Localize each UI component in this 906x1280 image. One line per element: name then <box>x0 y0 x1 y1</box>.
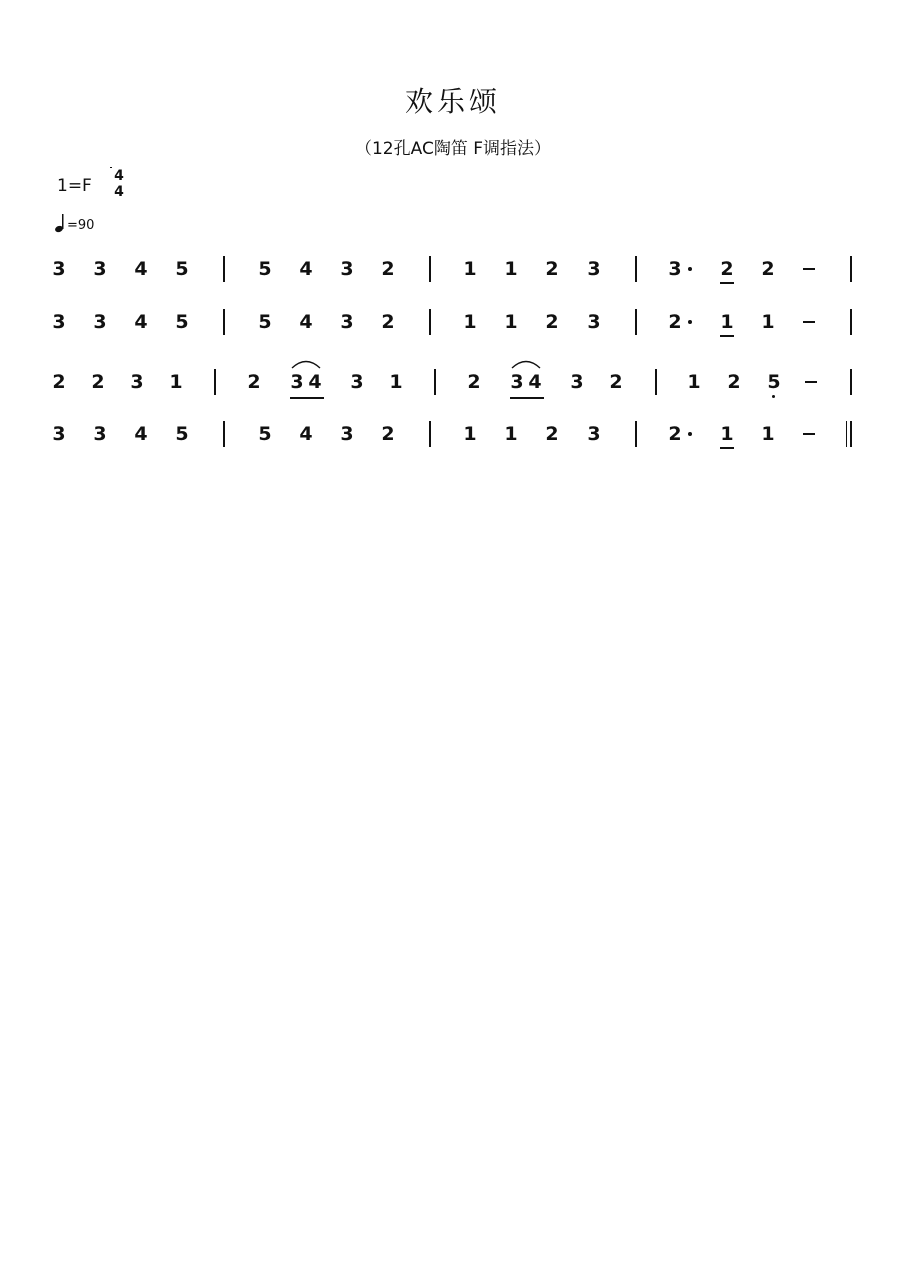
note: 4 <box>134 423 148 445</box>
note: 5 <box>175 258 189 280</box>
note: 1 <box>389 371 403 393</box>
barline <box>850 256 852 282</box>
note: 3 <box>587 423 601 445</box>
note: 3 <box>290 371 304 393</box>
barline <box>429 256 431 282</box>
quarter-note-icon <box>55 213 67 233</box>
note: 2 <box>668 423 682 445</box>
note: 3 <box>93 311 107 333</box>
note: 1 <box>463 423 477 445</box>
barline <box>223 256 225 282</box>
note: 2 <box>545 311 559 333</box>
note: 1 <box>463 258 477 280</box>
final-double-barline <box>846 421 852 447</box>
key-signature: 1=F <box>57 176 92 196</box>
score-line-3 <box>0 371 906 411</box>
extension-dash <box>803 268 815 270</box>
note: 1 <box>761 423 775 445</box>
note-underlined: 1 <box>716 311 738 333</box>
note: 1 <box>504 311 518 333</box>
note-underlined: 1 <box>716 423 738 445</box>
note: 3 <box>52 311 66 333</box>
low-octave-dot <box>772 395 775 398</box>
extension-dash <box>803 321 815 323</box>
score-line-1 <box>0 258 906 298</box>
note: 2 <box>381 258 395 280</box>
note: 3 <box>340 258 354 280</box>
note: 2 <box>545 258 559 280</box>
barline <box>655 369 657 395</box>
note: 4 <box>308 371 322 393</box>
note: 3 <box>93 423 107 445</box>
note: 2 <box>668 311 682 333</box>
song-subtitle: （12孔AC陶笛 F调指法） <box>354 139 551 159</box>
note: 4 <box>299 423 313 445</box>
note: 4 <box>134 258 148 280</box>
barline <box>223 421 225 447</box>
note: 2 <box>381 423 395 445</box>
time-signature-top: 4 <box>114 168 124 184</box>
barline <box>850 369 852 395</box>
note: 3 <box>668 258 682 280</box>
note: 3 <box>340 423 354 445</box>
note: 4 <box>299 258 313 280</box>
augmentation-dot <box>688 432 692 436</box>
barline <box>635 421 637 447</box>
extension-dash <box>803 433 815 435</box>
barline <box>214 369 216 395</box>
slur-mark <box>509 355 543 369</box>
augmentation-dot <box>688 320 692 324</box>
extension-dash <box>805 381 817 383</box>
barline <box>429 309 431 335</box>
note: 1 <box>504 423 518 445</box>
barline <box>635 309 637 335</box>
note-low-octave: 5 <box>763 371 785 393</box>
note: 1 <box>463 311 477 333</box>
note: 1 <box>761 311 775 333</box>
note: 3 <box>340 311 354 333</box>
note: 2 <box>545 423 559 445</box>
note: 3 <box>93 258 107 280</box>
note: 2 <box>381 311 395 333</box>
beam <box>510 397 544 399</box>
note: 3 <box>587 258 601 280</box>
note: 3 <box>52 258 66 280</box>
note: 3 <box>510 371 524 393</box>
note: 4 <box>528 371 542 393</box>
note: 4 <box>299 311 313 333</box>
note: 2 <box>247 371 261 393</box>
note: 3 <box>587 311 601 333</box>
barline <box>434 369 436 395</box>
augmentation-dot <box>688 267 692 271</box>
beam <box>290 397 324 399</box>
note: 3 <box>130 371 144 393</box>
note: 3 <box>350 371 364 393</box>
score-line-2 <box>0 311 906 351</box>
barline <box>635 256 637 282</box>
note: 1 <box>169 371 183 393</box>
tempo-marking <box>55 213 94 233</box>
note: 5 <box>175 423 189 445</box>
barline <box>850 309 852 335</box>
note: 5 <box>258 423 272 445</box>
note: 2 <box>91 371 105 393</box>
note: 1 <box>504 258 518 280</box>
note: 4 <box>134 311 148 333</box>
tempo-value: =90 <box>67 218 95 233</box>
slur-mark <box>289 355 323 369</box>
note: 3 <box>52 423 66 445</box>
note: 5 <box>258 311 272 333</box>
time-signature <box>110 168 128 200</box>
barline <box>223 309 225 335</box>
note: 1 <box>687 371 701 393</box>
note: 5 <box>175 311 189 333</box>
note: 2 <box>609 371 623 393</box>
barline <box>429 421 431 447</box>
note: 3 <box>570 371 584 393</box>
note-underlined: 2 <box>716 258 738 280</box>
time-signature-bottom: 4 <box>114 184 124 200</box>
note: 2 <box>761 258 775 280</box>
note: 2 <box>52 371 66 393</box>
note: 2 <box>727 371 741 393</box>
note: 5 <box>258 258 272 280</box>
score-line-4 <box>0 423 906 463</box>
note: 2 <box>467 371 481 393</box>
song-title: 欢乐颂 <box>404 85 501 118</box>
